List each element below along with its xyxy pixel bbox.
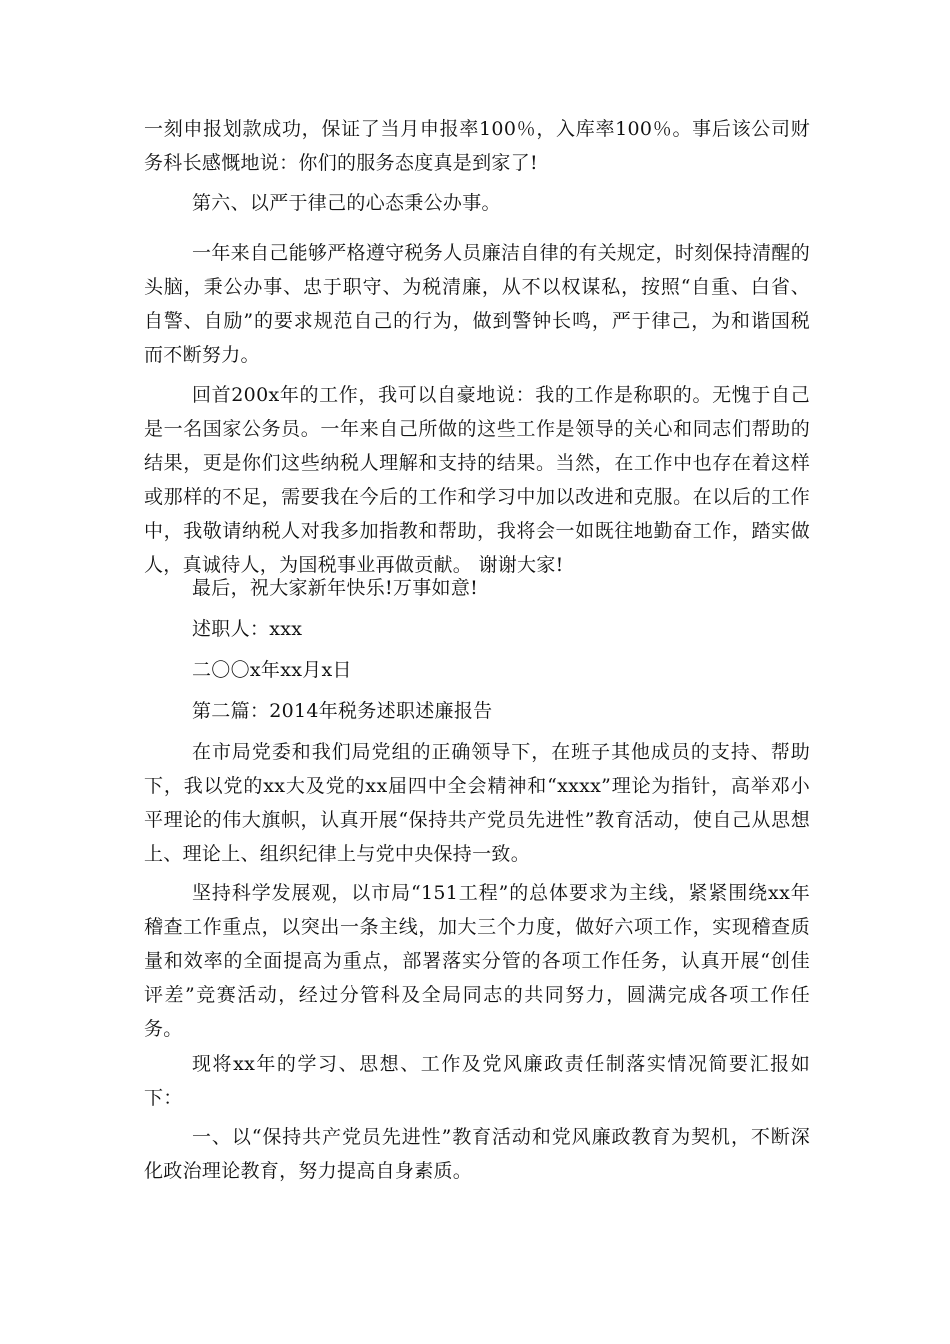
paragraph-review: 回首200x年的工作，我可以自豪地说：我的工作是称职的。无愧于自己是一名国家公务员。一年来自己所做的这些工作是领导的关心和同志们帮助的结果，更是你们这些纳税人理解和支持的结果。当然，在工作中也存在着这样或那样的不足，需要我在今后的工作和学习中加以改进和克服。在以后的工作中，我敬请纳税人对我多加指教和帮助，我将会一如既往地勤奋工作，踏实做人，真诚待人，为国税事业再做贡献。 谢谢大家! [144,384,810,576]
section-heading-six: 第六、以严于律己的心态秉公办事。 [192,192,501,214]
closing-greeting: 最后，祝大家新年快乐!万事如意! [192,577,479,599]
paragraph-leadership: 在市局党委和我们局党组的正确领导下，在班子其他成员的支持、帮助下，我以党的xx大及党的xx届四中全会精神和“xxxx”理论为指针，高举邓小平理论的伟大旗帜，认真开展“保持共产党员先进性”教育活动，使自己从思想上、理论上、组织纪律上与党中央保持一致。 [144,741,810,865]
article-two-title: 第二篇：2014年税务述职述廉报告 [192,700,493,722]
section-heading-one: 一、以“保持共产党员先进性”教育活动和党风廉政教育为契机，不断深化政治理论教育，努力提高自身素质。 [144,1126,810,1182]
paragraph-report-intro: 现将xx年的学习、思想、工作及党风廉政责任制落实情况简要汇报如下： [144,1053,810,1109]
reporter-name: 述职人：xxx [192,618,303,640]
paragraph-continuation: 一刻申报划款成功，保证了当月申报率100％，入库率100％。事后该公司财务科长感慨地说：你们的服务态度真是到家了! [144,118,810,174]
paragraph-development: 坚持科学发展观，以市局“151工程”的总体要求为主线，紧紧围绕xx年稽查工作重点，以突出一条主线，加大三个力度，做好六项工作，实现稽查质量和效率的全面提高为重点，部署落实分管的各项工作任务，认真开展“创佳评差”竞赛活动，经过分管科及全局同志的共同努力，圆满完成各项工作任务。 [144,882,810,1040]
report-date: 二〇〇x年xx月x日 [192,659,352,681]
paragraph-self-discipline: 一年来自己能够严格遵守税务人员廉洁自律的有关规定，时刻保持清醒的头脑，秉公办事、忠于职守、为税清廉，从不以权谋私，按照“自重、白省、自警、自励”的要求规范自己的行为，做到警钟长鸣，严于律己，为和谐国税而不断努力。 [144,242,810,366]
